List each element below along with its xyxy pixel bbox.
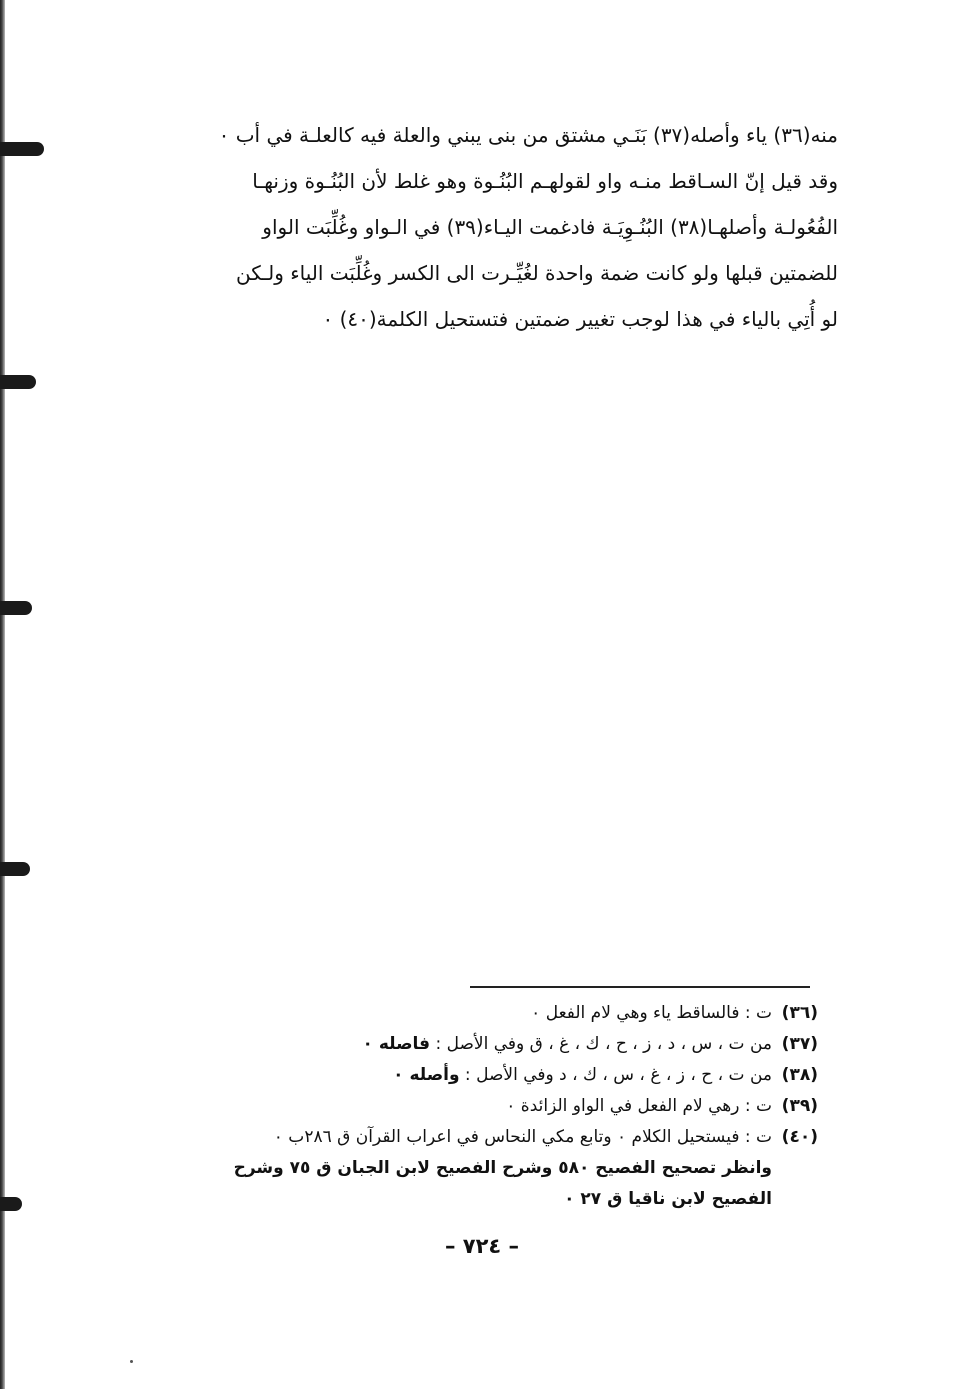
text-line: منه(٣٦) ياء وأصله(٣٧) بَنَـي مشتق من بنى يبني والعلة فيه كالعلـة في أب ٠ (218, 123, 838, 147)
page-binding-edge (0, 0, 5, 1389)
footnote-item (110, 1091, 818, 1122)
footnote-item (110, 998, 818, 1029)
text-line: لو أُتِي بالياء في هذا لوجب تغيير ضمتين فتستحيل الكلمة(٤٠) ٠ (322, 307, 838, 331)
footnote-line-text: ت : فيستحيل الكلام ٠ وتابع مكي النحاس في اعراب القرآن ق ٢٨٦ب ٠ (273, 1127, 772, 1147)
footnote-number: (٤٠) (781, 1127, 818, 1147)
footnote-line (110, 1184, 772, 1215)
binding-mark (0, 862, 30, 876)
text-line: وقد قيل إنّ السـاقط منـه واو لقولهـم البُنُـوة وهو غلط لأن البُنُـوة وزنهـا (252, 169, 838, 193)
footnote-line-text: من ت ، ح ، ز ، غ ، س ، ك ، د وفي الأصل : (459, 1065, 772, 1085)
footnote-text (110, 1091, 772, 1122)
footnote-item (110, 1029, 818, 1060)
footnote-line (110, 1091, 772, 1122)
main-text-paragraph (130, 112, 838, 342)
footnote-number: (٣٩) (781, 1096, 818, 1116)
footnote-text (110, 1060, 772, 1091)
footnote-text (110, 998, 772, 1029)
footnote-line (110, 1029, 772, 1060)
scan-speck (130, 1360, 133, 1363)
footnote-line-text: وانظر تصحيح الفصيح ٥٨٠ وشرح الفصيح لابن الجبان ق ٧٥ وشرح (233, 1158, 772, 1178)
footnotes-section (110, 998, 818, 1215)
footnote-line-text: ت : رهي لام الفعل في الواو الزائدة ٠ (506, 1096, 772, 1116)
footnote-line-text: ت : فالساقط ياء وهي لام الفعل ٠ (531, 1003, 772, 1023)
binding-mark (0, 601, 32, 615)
footnote-number: (٣٨) (781, 1065, 818, 1085)
footnote-line-text: من ت ، س ، د ، ز ، ح ، ك ، غ ، ق وفي الأصل : (430, 1034, 772, 1054)
text-line: للضمتين قبلها ولو كانت ضمة واحدة لغُيِّـرت الى الكسر وغُلِّبَت الياء ولـكن (236, 261, 838, 285)
footnote-line-text: الفصيح لابن ناقيا ق ٢٧ ٠ (564, 1189, 772, 1209)
footnote-line (110, 1060, 772, 1091)
binding-mark (0, 142, 44, 156)
footnote-text (110, 1122, 772, 1215)
footnote-number: (٣٧) (781, 1034, 818, 1054)
binding-mark (0, 375, 36, 389)
footnote-item (110, 1060, 818, 1091)
footnote-line (110, 1153, 772, 1184)
text-line: الفُعُولـة وأصلهـا(٣٨) البُنُـوِيَـة فادغمت اليـاء(٣٩) في الـواو وغُلِّبَت الواو (262, 215, 838, 239)
footnote-separator (470, 986, 810, 988)
footnote-bold-word: فاصله ٠ (362, 1034, 431, 1054)
footnote-line (110, 998, 772, 1029)
footnote-item (110, 1122, 818, 1215)
binding-mark (0, 1197, 22, 1211)
footnote-bold-word: وأصله ٠ (393, 1065, 460, 1085)
page-number: – ٧٢٤ – (444, 1234, 520, 1258)
footnote-line (110, 1122, 772, 1153)
footnote-text (110, 1029, 772, 1060)
footnote-number: (٣٦) (781, 1003, 818, 1023)
